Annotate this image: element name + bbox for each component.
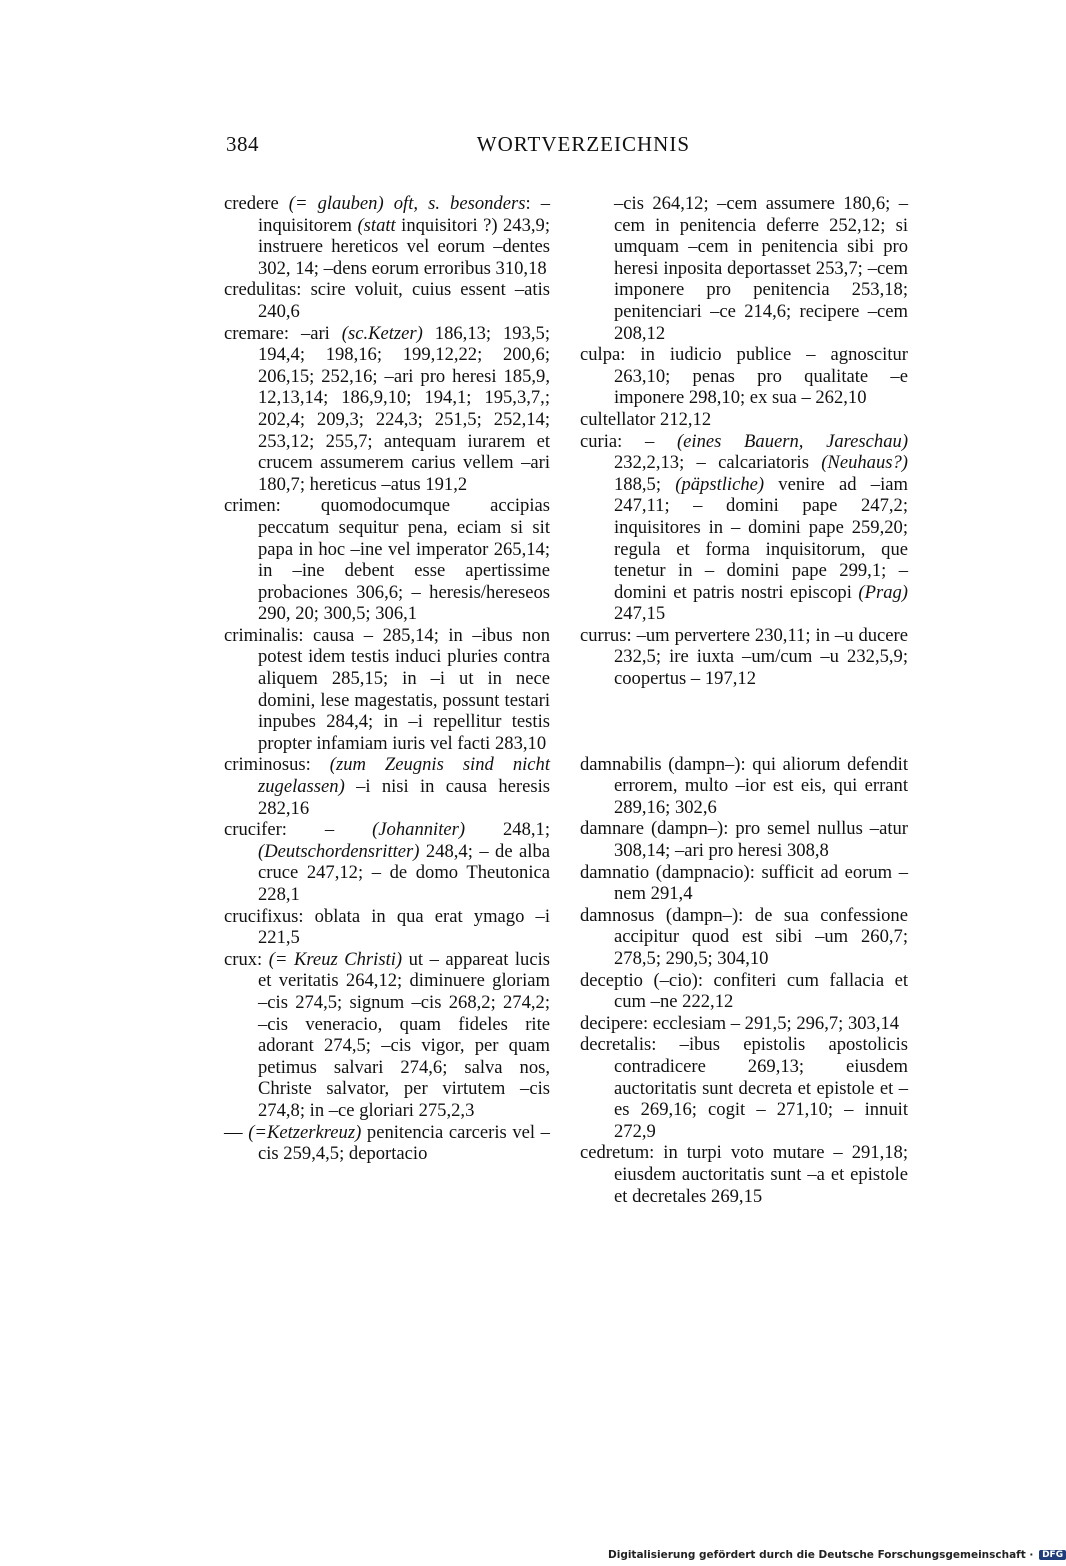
letter-section-gap (580, 690, 908, 754)
index-entry: damnatio (dampnacio): sufficit ad eorum –nem 291,4 (580, 861, 908, 905)
index-entry: cremare: –ari (sc.Ketzer) 186,13; 193,5; 194,4; 198,16; 199,12,22; 200,6; 206,15; 252,16; –ari pro heresi 185,9, 12,13,14; 186,9,10; 194,1; 195,3,7,; 202,4; 209,3; 224,3; 251,5; 252,14; 253,12; 255,7; antequam iurarem et crucem assumerem carius vellem –ari 180,7; hereticus –atus 191,2 (224, 322, 550, 495)
index-entry: decipere: ecclesiam – 291,5; 296,7; 303,14 (580, 1012, 900, 1034)
index-entry: — (=Ketzerkreuz) penitencia carceris vel –cis 259,4,5; deportacio (224, 1121, 550, 1165)
page-number: 384 (226, 132, 259, 156)
index-entry: culpa: in iudicio publice – agnoscitur 263,10; penas pro qualitate –e imponere 298,10; ex sua – 262,10 (580, 344, 908, 409)
index-entry: crucifixus: oblata in qua erat ymago –i 221,5 (224, 905, 550, 949)
index-entry: curia: – (eines Bauern, Jareschau) 232,2,13; – calcariatoris (Neuhaus?) 188,5; (päpstliche) venire ad –iam 247,11; – domini pape 247,2; inquisitores in – domini pape 259,20; regula et forma inquisitorum, que tenetur in – domini pape 299,1; – domini et patris nostri episcopi (Prag) 247,15 (580, 430, 909, 625)
index-entry: crimen: quomodocumque accipias peccatum sequitur pena, eciam si sit papa in hoc –ine vel imperator 265,14; in –ine debent esse apertissime probaciones 306,6; – heresis/hereseos 290, 20; 300,5; 306,1 (224, 495, 550, 625)
running-title: WORTVERZEICHNIS (476, 132, 690, 156)
index-entry: damnare (dampn–): pro semel nullus –atur 308,14; –ari pro heresi 308,8 (580, 818, 908, 862)
index-entry: crux: (= Kreuz Christi) ut – appareat lucis et veritatis 264,12; diminuere gloriam –cis 274,5; signum –cis 268,2; 274,2; –cis veneracio, quam fideles rite adorant 274,5; –cis vigor, per quam petimus salvari 274,6; salva nos, Christe salvator, per virtutem –cis 274,8; in –ce gloriari 275,2,3 (224, 948, 551, 1121)
index-entry: criminalis: causa – 285,14; in –ibus non potest idem testis induci pluries contra aliquem 285,15; in –i ut in nece domini, lese magestatis, possunt testari inpubes 284,4; in –i repellitur testis propter infamiam iuris vel facti 283,10 (224, 624, 550, 754)
index-entry: –cis 264,12; –cem assumere 180,6; –cem in penitencia deferre 252,12; si umquam –cem in penitencia sibi pro heresi inposita deportasset 253,7; –cem imponere pro penitencia 253,18; penitenciari –ce 214,6; recipere –cem 208,12 (614, 193, 908, 344)
footer (608, 1549, 1066, 1561)
index-entry: criminosus: (zum Zeugnis sind nicht zugelassen) –i nisi in causa heresis 282,16 (224, 754, 550, 819)
index-entry: credulitas: scire voluit, cuius essent –atis 240,6 (224, 279, 550, 322)
index-entry: damnosus (dampn–): de sua confessione accipitur quod est sibi –um 260,7; 278,5; 290,5; 304,10 (580, 904, 908, 969)
index-entry: cedretum: in turpi voto mutare – 291,18; eiusdem auctoritatis sunt –a et epistole et decretales 269,15 (580, 1142, 908, 1207)
right-column (580, 193, 908, 1207)
index-entry: credere (= glauben) oft, s. besonders: – inquisitorem (statt inquisitori ?) 243,9; instruere hereticos vel eorum –dentes 302, 14; –dens eorum erroribus 310,18 (224, 193, 550, 279)
left-column (224, 193, 550, 1165)
index-entry: deceptio (–cio): confiteri cum fallacia et cum –ne 222,12 (580, 969, 908, 1013)
index-entry: crucifer: – (Johanniter) 248,1; (Deutschordensritter) 248,4; – de alba cruce 247,12; – de domo Theutonica 228,1 (224, 819, 550, 905)
dfg-logo: DFG (1039, 1550, 1066, 1560)
footer-credit: Digitalisierung gefördert durch die Deutsche Forschungsgemeinschaft · (608, 1549, 1034, 1561)
index-entry: decretalis: –ibus epistolis apostolicis contradicere 269,13; eiusdem auctoritatis sunt decreta et epistole et –es 269,16; cogit – 271,10; – innuit 272,9 (580, 1034, 908, 1142)
index-entry: currus: –um pervertere 230,11; in –u ducere 232,5; ire iuxta –um/cum –u 232,5,9; coopertus – 197,12 (580, 624, 908, 690)
index-entry: cultellator 212,12 (580, 408, 712, 430)
index-entry: damnabilis (dampn–): qui aliorum defendit errorem, multo –ior est eis, qui errant 289,16; 302,6 (580, 753, 908, 818)
